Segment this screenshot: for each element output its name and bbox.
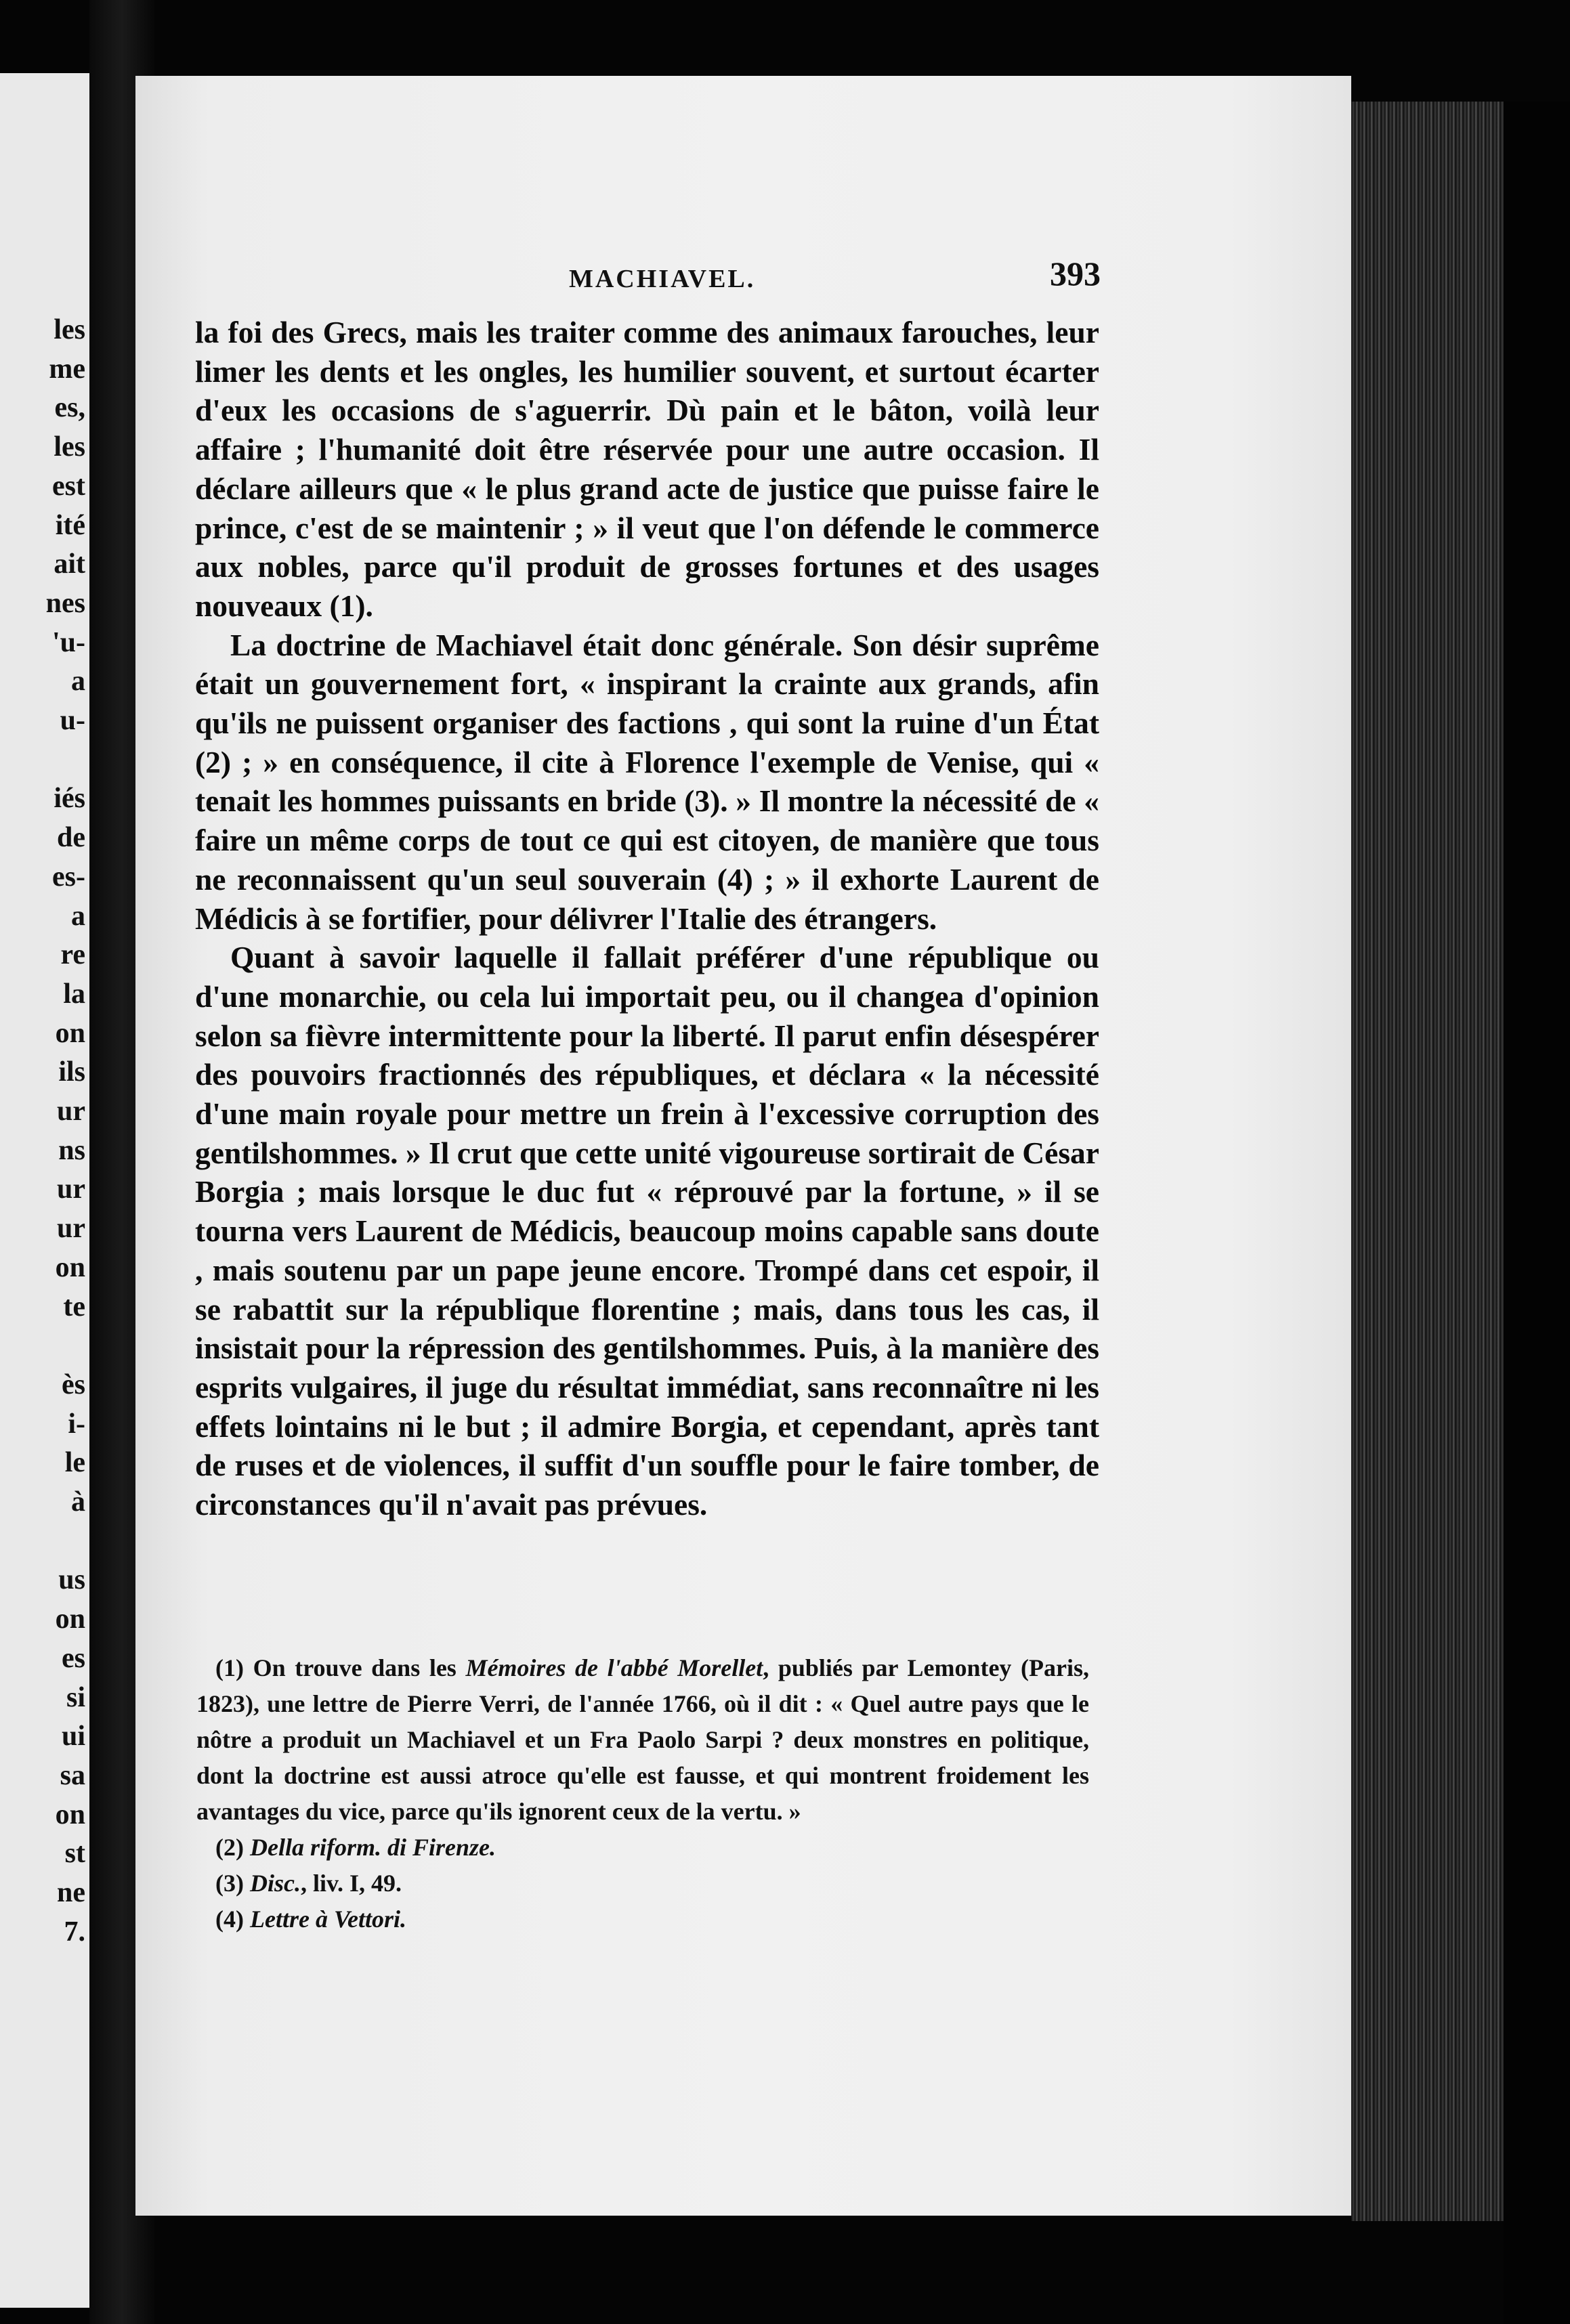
left-page-fragment: on xyxy=(55,1604,85,1635)
left-page-fragment: ès xyxy=(62,1369,85,1400)
left-page-fragment: es, xyxy=(54,392,85,424)
left-page-fragment: ne xyxy=(57,1877,85,1908)
scan-border xyxy=(1504,102,1570,2324)
left-page-fragment: si xyxy=(66,1681,85,1713)
left-facing-page-edge xyxy=(0,73,89,2308)
left-page-fragment: les xyxy=(54,431,85,463)
left-page-fragment: nes xyxy=(45,587,85,619)
running-header xyxy=(190,186,1101,293)
left-page-fragment: ur xyxy=(57,1213,85,1245)
footnote-2 xyxy=(196,1830,1089,1866)
left-page-fragment: es xyxy=(62,1642,85,1674)
footnote-2-title: Della riform. di Firenze. xyxy=(249,1834,496,1861)
footnotes xyxy=(196,1650,1089,1937)
footnote-4-number: (4) xyxy=(215,1906,250,1933)
footnote-4 xyxy=(196,1901,1089,1937)
left-page-fragment: us xyxy=(58,1564,85,1596)
page-block-edges xyxy=(1351,102,1504,2221)
page-number: 393 xyxy=(1050,255,1101,293)
left-page-fragment: est xyxy=(52,470,85,502)
left-page-fragment: on xyxy=(55,1017,85,1049)
left-page-fragment: on xyxy=(55,1799,85,1830)
footnote-1-text: , publiés par Lemontey (Paris, 1823), une lettre de Pierre Verri, de l'année 1766, où il dit : « Quel autre pays que le nôtre a produit un Machiavel et un Fra Paolo Sarpi ? deux monstres en politique, dont la doctrine est aussi atroce qu'elle est fausse, et qui montrent froidement les avantages du vice, parce qu'ils ignorent ceux de la vertu. » xyxy=(196,1654,1090,1825)
footnote-2-number: (2) xyxy=(215,1834,250,1861)
left-page-fragment: ui xyxy=(61,1721,85,1752)
footnote-3 xyxy=(196,1866,1089,1901)
left-page-fragment: iés xyxy=(54,783,85,815)
left-page-fragment: i- xyxy=(68,1408,85,1440)
left-page-fragment: a xyxy=(71,666,85,697)
left-page-fragment: on xyxy=(55,1251,85,1283)
left-page-fragment: ait xyxy=(54,548,85,580)
left-page-fragment: ur xyxy=(57,1096,85,1127)
left-page-fragment: u- xyxy=(60,705,85,736)
left-page-fragment: st xyxy=(64,1838,85,1870)
left-page-fragment: à xyxy=(71,1486,85,1518)
left-page-fragment: ns xyxy=(58,1134,85,1166)
left-page-fragment: sa xyxy=(60,1759,85,1791)
footnote-3-title: Disc. xyxy=(249,1870,301,1897)
left-page-fragment: 'u- xyxy=(51,626,85,658)
footnote-1 xyxy=(196,1650,1089,1830)
left-page-fragment: les xyxy=(54,314,85,345)
footnote-4-title: Lettre à Vettori. xyxy=(249,1906,406,1933)
paragraph-2: La doctrine de Machiavel était donc générale. Son désir suprême était un gouvernement fort, « inspirant la crainte aux grands, afin qu'ils ne puissent organiser des factions , qui sont la ruine d'un État (2) ; » en conséquence, il cite à Florence l'exemple de Venise, qui « tenait les hommes puissants en bride (3). » Il montre la nécessité de « faire un même corps de tout ce qui est citoyen, de manière que tous ne reconnaissent qu'un seul souverain (4) ; » il exhorte Laurent de Médicis à se fortifier, pour délivrer l'Italie des étrangers. xyxy=(195,627,1099,936)
left-page-fragment: le xyxy=(64,1447,85,1479)
left-page-fragment: ur xyxy=(57,1174,85,1205)
left-page-fragment: te xyxy=(63,1291,85,1322)
left-page-fragment: es- xyxy=(52,861,85,892)
left-page-fragment: ité xyxy=(55,509,85,541)
paragraph-3: Quant à savoir laquelle il fallait préférer d'une république ou d'une monarchie, ou cela lui importait peu, ou il changea d'opinion selon sa fièvre intermittente pour la liberté. Il parut enfin désespérer des pouvoirs fractionnés des républiques, et déclara « la nécessité d'une main royale pour mettre un frein à l'excessive corruption des gentilshommes. » Il crut que cette unité vigoureuse sortirait de César Borgia ; mais lorsque le duc fut « réprouvé par la fortune, » il se tourna vers Laurent de Médicis, beaucoup moins capable sans doute , mais soutenu par un pape jeune encore. Trompé dans cet espoir, il se rabattit sur la république florentine ; mais, dans tous les cas, il insistait pour la répression des gentilshommes. Puis, à la manière des esprits vulgaires, il juge du résultat immédiat, sans reconnaître ni les effets lointains ni le but ; il admire Borgia, et cependant, après tant de ruses et de violences, il suffit d'un souffle pour le faire tomber, de circonstances qu'il n'avait pas prévues. xyxy=(195,940,1099,1522)
body-text xyxy=(195,313,1099,1524)
footnote-1-lead: (1) On trouve dans les xyxy=(215,1654,466,1681)
left-page-fragment: me xyxy=(49,353,85,385)
footnote-1-title: Mémoires de l'abbé Morellet xyxy=(465,1654,763,1681)
footnote-3-text: , liv. I, 49. xyxy=(300,1870,402,1897)
left-page-fragment: re xyxy=(60,939,85,971)
left-page-fragment: a xyxy=(71,900,85,932)
left-page-fragment: ils xyxy=(58,1056,85,1088)
left-page-fragment: 7. xyxy=(64,1916,85,1948)
paragraph-1: la foi des Grecs, mais les traiter comme des animaux farouches, leur limer les dents et les ongles, les humilier souvent, et surtout écarter d'eux les occasions de s'aguerrir. Dù pain et le bâton, voilà leur affaire ; l'humanité doit être réservée pour une autre occasion. Il déclare ailleurs que « le plus grand acte de justice que puisse faire le prince, c'est de se maintenir ; » il veut que l'on défende le commerce aux nobles, parce qu'il produit de grosses fortunes et des usages nouveaux (1). xyxy=(195,315,1099,623)
left-page-fragment: la xyxy=(63,978,85,1010)
running-title: MACHIAVEL. xyxy=(569,265,756,293)
footnote-3-number: (3) xyxy=(215,1870,250,1897)
left-page-fragment: de xyxy=(57,822,85,854)
